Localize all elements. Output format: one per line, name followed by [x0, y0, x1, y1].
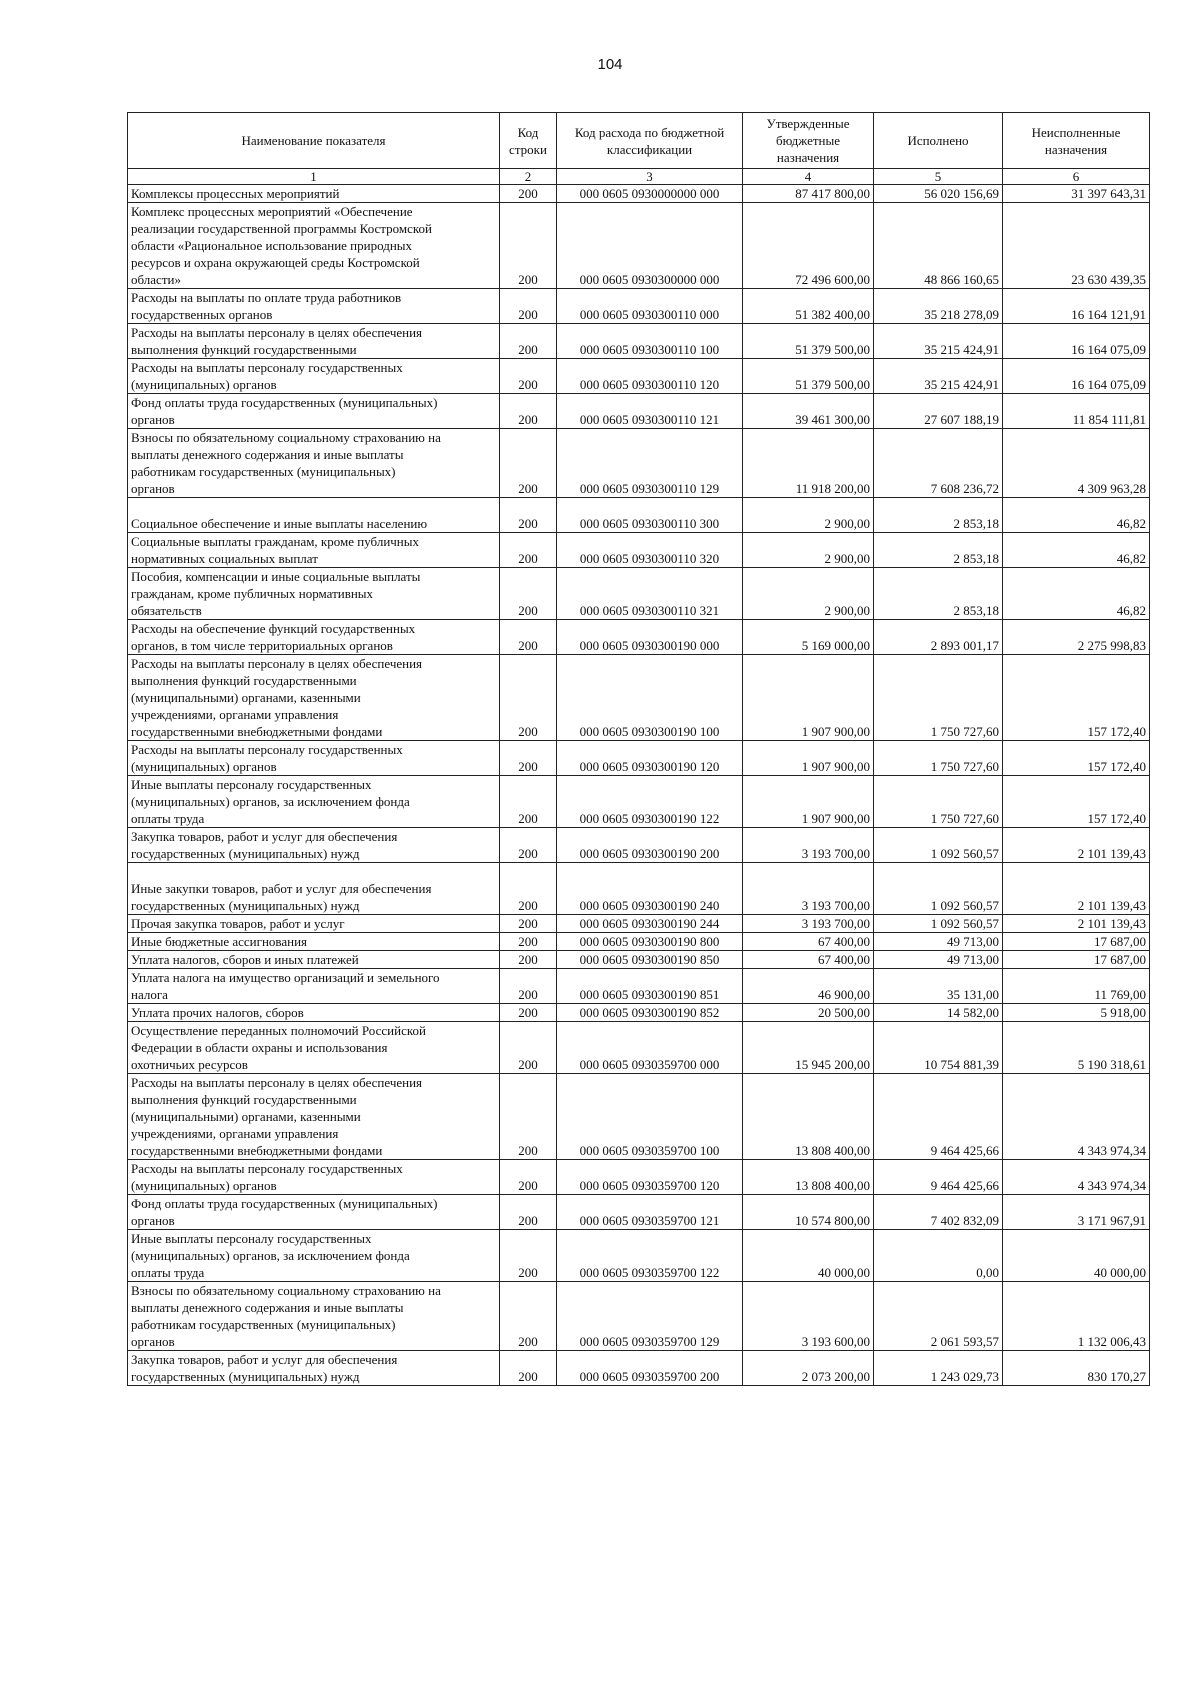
- row-approved-cell: 39 461 300,00: [743, 394, 874, 429]
- row-executed-cell: 10 754 881,39: [874, 1022, 1003, 1074]
- row-executed-cell: 56 020 156,69: [874, 185, 1003, 203]
- row-unexecuted-cell: 46,82: [1003, 498, 1150, 533]
- row-unexecuted-cell: 17 687,00: [1003, 951, 1150, 969]
- row-approved-cell: 67 400,00: [743, 951, 874, 969]
- row-unexecuted-cell: 11 769,00: [1003, 969, 1150, 1004]
- row-line-code-cell: 200: [500, 828, 557, 863]
- row-line-code-cell: 200: [500, 359, 557, 394]
- row-executed-cell: 49 713,00: [874, 933, 1003, 951]
- table-header-row: [128, 113, 1150, 169]
- row-name-cell: Социальные выплаты гражданам, кроме публичных нормативных социальных выплат: [128, 533, 500, 568]
- row-name-cell: Иные закупки товаров, работ и услуг для обеспечения государственных (муниципальных) нужд: [128, 863, 500, 915]
- row-budget-code-cell: 000 0605 0930300000 000: [557, 203, 743, 289]
- row-approved-cell: 11 918 200,00: [743, 429, 874, 498]
- column-header-line-code: Код строки: [500, 113, 557, 169]
- page-number: 104: [597, 56, 623, 73]
- row-approved-cell: 87 417 800,00: [743, 185, 874, 203]
- row-unexecuted-cell: 2 101 139,43: [1003, 915, 1150, 933]
- row-unexecuted-cell: 31 397 643,31: [1003, 185, 1150, 203]
- row-approved-cell: 72 496 600,00: [743, 203, 874, 289]
- row-unexecuted-cell: 16 164 121,91: [1003, 289, 1150, 324]
- row-budget-code-cell: 000 0605 0930359700 200: [557, 1351, 743, 1386]
- table-row: [128, 1004, 1150, 1022]
- table-row: [128, 933, 1150, 951]
- table-row: [128, 324, 1150, 359]
- row-executed-cell: 2 853,18: [874, 533, 1003, 568]
- row-unexecuted-cell: 4 343 974,34: [1003, 1160, 1150, 1195]
- table-row: [128, 655, 1150, 741]
- row-name-cell: Уплата налога на имущество организаций и земельного налога: [128, 969, 500, 1004]
- row-unexecuted-cell: 5 190 318,61: [1003, 1022, 1150, 1074]
- row-line-code-cell: 200: [500, 289, 557, 324]
- row-unexecuted-cell: 157 172,40: [1003, 655, 1150, 741]
- row-name-cell: Прочая закупка товаров, работ и услуг: [128, 915, 500, 933]
- row-approved-cell: 13 808 400,00: [743, 1160, 874, 1195]
- row-executed-cell: 2 853,18: [874, 568, 1003, 620]
- row-unexecuted-cell: 1 132 006,43: [1003, 1282, 1150, 1351]
- row-line-code-cell: 200: [500, 969, 557, 1004]
- row-approved-cell: 15 945 200,00: [743, 1022, 874, 1074]
- row-approved-cell: 3 193 600,00: [743, 1282, 874, 1351]
- table-row: [128, 741, 1150, 776]
- row-name-cell: Расходы на выплаты по оплате труда работников государственных органов: [128, 289, 500, 324]
- column-number: 1: [128, 169, 500, 185]
- row-budget-code-cell: 000 0605 0930300190 200: [557, 828, 743, 863]
- row-name-cell: Расходы на выплаты персоналу государственных (муниципальных) органов: [128, 1160, 500, 1195]
- row-line-code-cell: 200: [500, 1160, 557, 1195]
- row-budget-code-cell: 000 0605 0930000000 000: [557, 185, 743, 203]
- table-row: [128, 863, 1150, 915]
- row-name-cell: Закупка товаров, работ и услуг для обеспечения государственных (муниципальных) нужд: [128, 828, 500, 863]
- table-row: [128, 1074, 1150, 1160]
- table-row: [128, 429, 1150, 498]
- row-budget-code-cell: 000 0605 0930359700 122: [557, 1230, 743, 1282]
- row-unexecuted-cell: 2 101 139,43: [1003, 828, 1150, 863]
- row-executed-cell: 2 061 593,57: [874, 1282, 1003, 1351]
- table-row: [128, 969, 1150, 1004]
- row-executed-cell: 2 893 001,17: [874, 620, 1003, 655]
- row-approved-cell: 2 900,00: [743, 498, 874, 533]
- row-unexecuted-cell: 16 164 075,09: [1003, 324, 1150, 359]
- row-budget-code-cell: 000 0605 0930300110 120: [557, 359, 743, 394]
- row-executed-cell: 9 464 425,66: [874, 1074, 1003, 1160]
- row-budget-code-cell: 000 0605 0930300190 851: [557, 969, 743, 1004]
- row-budget-code-cell: 000 0605 0930300190 240: [557, 863, 743, 915]
- row-executed-cell: 35 215 424,91: [874, 359, 1003, 394]
- column-header-executed: Исполнено: [874, 113, 1003, 169]
- row-approved-cell: 51 379 500,00: [743, 359, 874, 394]
- row-approved-cell: 67 400,00: [743, 933, 874, 951]
- row-approved-cell: 1 907 900,00: [743, 741, 874, 776]
- row-unexecuted-cell: 16 164 075,09: [1003, 359, 1150, 394]
- row-approved-cell: 3 193 700,00: [743, 915, 874, 933]
- row-executed-cell: 27 607 188,19: [874, 394, 1003, 429]
- row-budget-code-cell: 000 0605 0930300190 852: [557, 1004, 743, 1022]
- row-name-cell: Иные выплаты персоналу государственных (муниципальных) органов, за исключением фонда оплаты труда: [128, 776, 500, 828]
- row-budget-code-cell: 000 0605 0930359700 121: [557, 1195, 743, 1230]
- row-budget-code-cell: 000 0605 0930300110 129: [557, 429, 743, 498]
- row-budget-code-cell: 000 0605 0930359700 129: [557, 1282, 743, 1351]
- table-row: [128, 951, 1150, 969]
- row-approved-cell: 1 907 900,00: [743, 655, 874, 741]
- table-row: [128, 1195, 1150, 1230]
- row-line-code-cell: 200: [500, 1195, 557, 1230]
- row-unexecuted-cell: 40 000,00: [1003, 1230, 1150, 1282]
- row-name-cell: Уплата прочих налогов, сборов: [128, 1004, 500, 1022]
- row-budget-code-cell: 000 0605 0930300190 244: [557, 915, 743, 933]
- row-unexecuted-cell: 11 854 111,81: [1003, 394, 1150, 429]
- table-row: [128, 203, 1150, 289]
- row-approved-cell: 2 073 200,00: [743, 1351, 874, 1386]
- row-budget-code-cell: 000 0605 0930359700 100: [557, 1074, 743, 1160]
- row-unexecuted-cell: 157 172,40: [1003, 741, 1150, 776]
- row-approved-cell: 2 900,00: [743, 533, 874, 568]
- table-row: [128, 915, 1150, 933]
- row-executed-cell: 1 750 727,60: [874, 655, 1003, 741]
- table-row: [128, 1282, 1150, 1351]
- row-name-cell: Закупка товаров, работ и услуг для обеспечения государственных (муниципальных) нужд: [128, 1351, 500, 1386]
- row-executed-cell: 2 853,18: [874, 498, 1003, 533]
- row-budget-code-cell: 000 0605 0930300190 100: [557, 655, 743, 741]
- table-row: [128, 828, 1150, 863]
- row-budget-code-cell: 000 0605 0930300110 300: [557, 498, 743, 533]
- table-row: [128, 620, 1150, 655]
- row-approved-cell: 3 193 700,00: [743, 863, 874, 915]
- row-approved-cell: 10 574 800,00: [743, 1195, 874, 1230]
- row-line-code-cell: 200: [500, 324, 557, 359]
- row-approved-cell: 51 382 400,00: [743, 289, 874, 324]
- row-name-cell: Расходы на выплаты персоналу в целях обеспечения выполнения функций государственными (муниципальными) органами, казенными учреждениями, органами управления государственными внебюджетными фондами: [128, 655, 500, 741]
- row-budget-code-cell: 000 0605 0930300190 000: [557, 620, 743, 655]
- row-line-code-cell: 200: [500, 1004, 557, 1022]
- row-unexecuted-cell: 3 171 967,91: [1003, 1195, 1150, 1230]
- row-approved-cell: 3 193 700,00: [743, 828, 874, 863]
- row-approved-cell: 51 379 500,00: [743, 324, 874, 359]
- column-header-approved: Утвержденные бюджетные назначения: [743, 113, 874, 169]
- row-executed-cell: 1 092 560,57: [874, 863, 1003, 915]
- row-executed-cell: 1 243 029,73: [874, 1351, 1003, 1386]
- table-row: [128, 1351, 1150, 1386]
- row-executed-cell: 14 582,00: [874, 1004, 1003, 1022]
- row-name-cell: Расходы на выплаты персоналу в целях обеспечения выполнения функций государственными: [128, 324, 500, 359]
- column-number: 4: [743, 169, 874, 185]
- row-line-code-cell: 200: [500, 203, 557, 289]
- row-unexecuted-cell: 5 918,00: [1003, 1004, 1150, 1022]
- row-executed-cell: 9 464 425,66: [874, 1160, 1003, 1195]
- table-row: [128, 1230, 1150, 1282]
- column-header-unexecuted: Неисполненные назначения: [1003, 113, 1150, 169]
- row-approved-cell: 1 907 900,00: [743, 776, 874, 828]
- row-line-code-cell: 200: [500, 620, 557, 655]
- row-unexecuted-cell: 4 343 974,34: [1003, 1074, 1150, 1160]
- row-line-code-cell: 200: [500, 741, 557, 776]
- row-budget-code-cell: 000 0605 0930300110 000: [557, 289, 743, 324]
- row-executed-cell: 48 866 160,65: [874, 203, 1003, 289]
- row-name-cell: Расходы на выплаты персоналу государственных (муниципальных) органов: [128, 741, 500, 776]
- row-budget-code-cell: 000 0605 0930300110 320: [557, 533, 743, 568]
- row-approved-cell: 20 500,00: [743, 1004, 874, 1022]
- row-budget-code-cell: 000 0605 0930359700 000: [557, 1022, 743, 1074]
- row-unexecuted-cell: 4 309 963,28: [1003, 429, 1150, 498]
- row-executed-cell: 35 218 278,09: [874, 289, 1003, 324]
- row-line-code-cell: 200: [500, 1230, 557, 1282]
- row-name-cell: Осуществление переданных полномочий Российской Федерации в области охраны и использования охотничьих ресурсов: [128, 1022, 500, 1074]
- row-name-cell: Комплексы процессных мероприятий: [128, 185, 500, 203]
- table-row: [128, 394, 1150, 429]
- row-budget-code-cell: 000 0605 0930300110 321: [557, 568, 743, 620]
- row-line-code-cell: 200: [500, 498, 557, 533]
- column-number: 2: [500, 169, 557, 185]
- row-name-cell: Взносы по обязательному социальному страхованию на выплаты денежного содержания и иные выплаты работникам государственных (муниципальных) органов: [128, 1282, 500, 1351]
- row-name-cell: Расходы на обеспечение функций государственных органов, в том числе территориальных органов: [128, 620, 500, 655]
- column-number-row: [128, 169, 1150, 185]
- row-executed-cell: 1 750 727,60: [874, 776, 1003, 828]
- table-row: [128, 533, 1150, 568]
- row-approved-cell: 2 900,00: [743, 568, 874, 620]
- row-budget-code-cell: 000 0605 0930300110 100: [557, 324, 743, 359]
- row-executed-cell: 35 215 424,91: [874, 324, 1003, 359]
- row-name-cell: Фонд оплаты труда государственных (муниципальных) органов: [128, 1195, 500, 1230]
- row-name-cell: Комплекс процессных мероприятий «Обеспечение реализации государственной программы Костромской области «Рациональное использование природных ресурсов и охрана окружающей среды Костромской области»: [128, 203, 500, 289]
- row-line-code-cell: 200: [500, 1282, 557, 1351]
- table-body: [128, 185, 1150, 1386]
- row-line-code-cell: 200: [500, 185, 557, 203]
- row-name-cell: Пособия, компенсации и иные социальные выплаты гражданам, кроме публичных нормативных обязательств: [128, 568, 500, 620]
- table-row: [128, 568, 1150, 620]
- row-budget-code-cell: 000 0605 0930359700 120: [557, 1160, 743, 1195]
- row-unexecuted-cell: 157 172,40: [1003, 776, 1150, 828]
- row-unexecuted-cell: 17 687,00: [1003, 933, 1150, 951]
- row-executed-cell: 0,00: [874, 1230, 1003, 1282]
- table-row: [128, 289, 1150, 324]
- row-approved-cell: 13 808 400,00: [743, 1074, 874, 1160]
- row-executed-cell: 1 092 560,57: [874, 915, 1003, 933]
- row-line-code-cell: 200: [500, 429, 557, 498]
- table-row: [128, 1022, 1150, 1074]
- table-row: [128, 498, 1150, 533]
- row-name-cell: Уплата налогов, сборов и иных платежей: [128, 951, 500, 969]
- table-row: [128, 1160, 1150, 1195]
- row-unexecuted-cell: 830 170,27: [1003, 1351, 1150, 1386]
- row-line-code-cell: 200: [500, 655, 557, 741]
- column-header-name: Наименование показателя: [128, 113, 500, 169]
- row-approved-cell: 40 000,00: [743, 1230, 874, 1282]
- row-budget-code-cell: 000 0605 0930300190 122: [557, 776, 743, 828]
- row-line-code-cell: 200: [500, 776, 557, 828]
- row-line-code-cell: 200: [500, 863, 557, 915]
- row-executed-cell: 7 402 832,09: [874, 1195, 1003, 1230]
- column-number: 5: [874, 169, 1003, 185]
- row-line-code-cell: 200: [500, 933, 557, 951]
- row-line-code-cell: 200: [500, 1074, 557, 1160]
- row-executed-cell: 1 750 727,60: [874, 741, 1003, 776]
- row-executed-cell: 49 713,00: [874, 951, 1003, 969]
- table-row: [128, 359, 1150, 394]
- row-name-cell: Социальное обеспечение и иные выплаты населению: [128, 498, 500, 533]
- row-name-cell: Иные бюджетные ассигнования: [128, 933, 500, 951]
- row-name-cell: Расходы на выплаты персоналу государственных (муниципальных) органов: [128, 359, 500, 394]
- row-unexecuted-cell: 46,82: [1003, 533, 1150, 568]
- column-number: 3: [557, 169, 743, 185]
- row-budget-code-cell: 000 0605 0930300190 120: [557, 741, 743, 776]
- column-header-budget-code: Код расхода по бюджетной классификации: [557, 113, 743, 169]
- row-unexecuted-cell: 23 630 439,35: [1003, 203, 1150, 289]
- row-line-code-cell: 200: [500, 1351, 557, 1386]
- row-approved-cell: 5 169 000,00: [743, 620, 874, 655]
- row-budget-code-cell: 000 0605 0930300110 121: [557, 394, 743, 429]
- budget-execution-table: [127, 112, 1150, 1386]
- row-name-cell: Иные выплаты персоналу государственных (муниципальных) органов, за исключением фонда оплаты труда: [128, 1230, 500, 1282]
- row-budget-code-cell: 000 0605 0930300190 800: [557, 933, 743, 951]
- column-number: 6: [1003, 169, 1150, 185]
- row-executed-cell: 1 092 560,57: [874, 828, 1003, 863]
- row-line-code-cell: 200: [500, 394, 557, 429]
- row-line-code-cell: 200: [500, 915, 557, 933]
- row-line-code-cell: 200: [500, 951, 557, 969]
- row-unexecuted-cell: 2 275 998,83: [1003, 620, 1150, 655]
- row-name-cell: Взносы по обязательному социальному страхованию на выплаты денежного содержания и иные выплаты работникам государственных (муниципальных) органов: [128, 429, 500, 498]
- row-name-cell: Расходы на выплаты персоналу в целях обеспечения выполнения функций государственными (муниципальными) органами, казенными учреждениями, органами управления государственными внебюджетными фондами: [128, 1074, 500, 1160]
- row-unexecuted-cell: 2 101 139,43: [1003, 863, 1150, 915]
- row-line-code-cell: 200: [500, 1022, 557, 1074]
- row-name-cell: Фонд оплаты труда государственных (муниципальных) органов: [128, 394, 500, 429]
- row-unexecuted-cell: 46,82: [1003, 568, 1150, 620]
- row-executed-cell: 35 131,00: [874, 969, 1003, 1004]
- row-approved-cell: 46 900,00: [743, 969, 874, 1004]
- table-row: [128, 776, 1150, 828]
- row-budget-code-cell: 000 0605 0930300190 850: [557, 951, 743, 969]
- row-line-code-cell: 200: [500, 533, 557, 568]
- row-line-code-cell: 200: [500, 568, 557, 620]
- table-row: [128, 185, 1150, 203]
- row-executed-cell: 7 608 236,72: [874, 429, 1003, 498]
